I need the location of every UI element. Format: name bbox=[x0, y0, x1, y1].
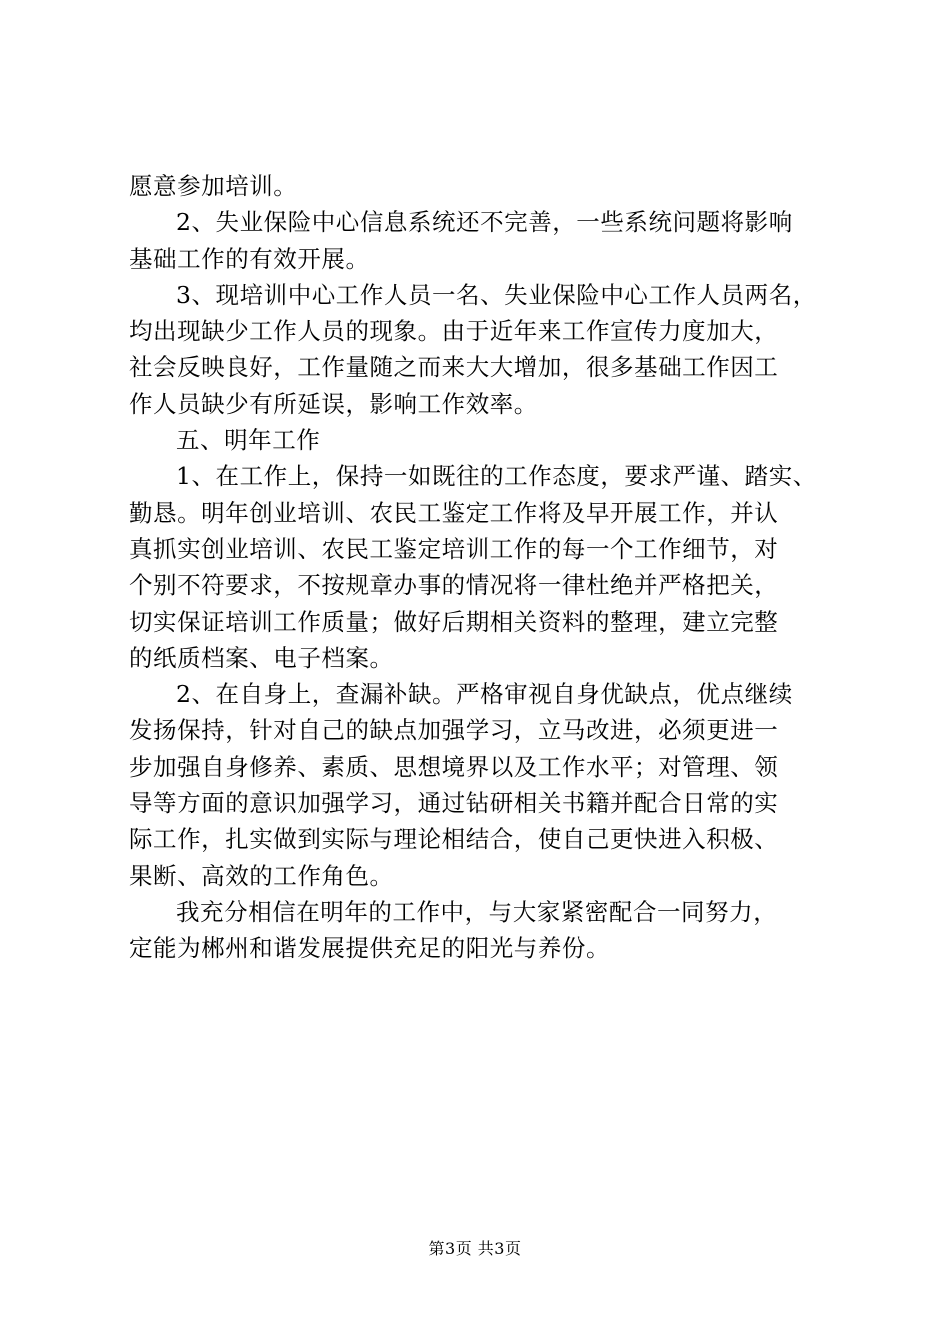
text-line: 3、现培训中心工作人员一名、失业保险中心工作人员两名， bbox=[176, 280, 817, 309]
text-line: 切实保证培训工作质量；做好后期相关资料的整理，建立完整 bbox=[129, 607, 779, 636]
page-number: 第3页 共3页 bbox=[428, 1239, 522, 1258]
document-text bbox=[129, 168, 834, 967]
text-line: 2、在自身上，查漏补缺。严格审视自身优缺点，优点继续 bbox=[176, 680, 793, 709]
text-line: 果断、高效的工作角色。 bbox=[129, 861, 394, 890]
text-line: 际工作，扎实做到实际与理论相结合，使自己更快进入积极、 bbox=[129, 825, 779, 854]
text-line: 定能为郴州和谐发展提供充足的阳光与养份。 bbox=[129, 934, 610, 963]
section-heading: 五、明年工作 bbox=[176, 426, 321, 455]
text-line: 1、在工作上，保持一如既往的工作态度，要求严谨、踏实、 bbox=[176, 462, 817, 491]
text-line: 愿意参加培训。 bbox=[129, 172, 298, 200]
text-line: 勤恳。明年创业培训、农民工鉴定工作将及早开展工作，并认 bbox=[129, 498, 779, 527]
text-line: 个别不符要求，不按规章办事的情况将一律杜绝并严格把关， bbox=[129, 571, 779, 600]
text-line: 社会反映良好，工作量随之而来大大增加，很多基础工作因工 bbox=[129, 353, 779, 382]
text-line: 基础工作的有效开展。 bbox=[129, 244, 370, 273]
text-line: 导等方面的意识加强学习，通过钻研相关书籍并配合日常的实 bbox=[129, 789, 779, 818]
text-line: 步加强自身修养、素质、思想境界以及工作水平；对管理、领 bbox=[129, 752, 779, 781]
page-footer bbox=[0, 1239, 950, 1259]
document-body bbox=[129, 168, 834, 967]
text-line: 均出现缺少工作人员的现象。由于近年来工作宣传力度加大， bbox=[129, 317, 779, 346]
text-line: 真抓实创业培训、农民工鉴定培训工作的每一个工作细节，对 bbox=[129, 534, 779, 563]
text-line: 作人员缺少有所延误，影响工作效率。 bbox=[129, 389, 538, 418]
text-line: 我充分相信在明年的工作中，与大家紧密配合一同努力， bbox=[176, 897, 778, 926]
text-line: 的纸质档案、电子档案。 bbox=[129, 643, 394, 672]
text-line: 2、失业保险中心信息系统还不完善，一些系统问题将影响 bbox=[176, 208, 793, 237]
text-line: 发扬保持，针对自己的缺点加强学习，立马改进，必须更进一 bbox=[129, 716, 779, 745]
